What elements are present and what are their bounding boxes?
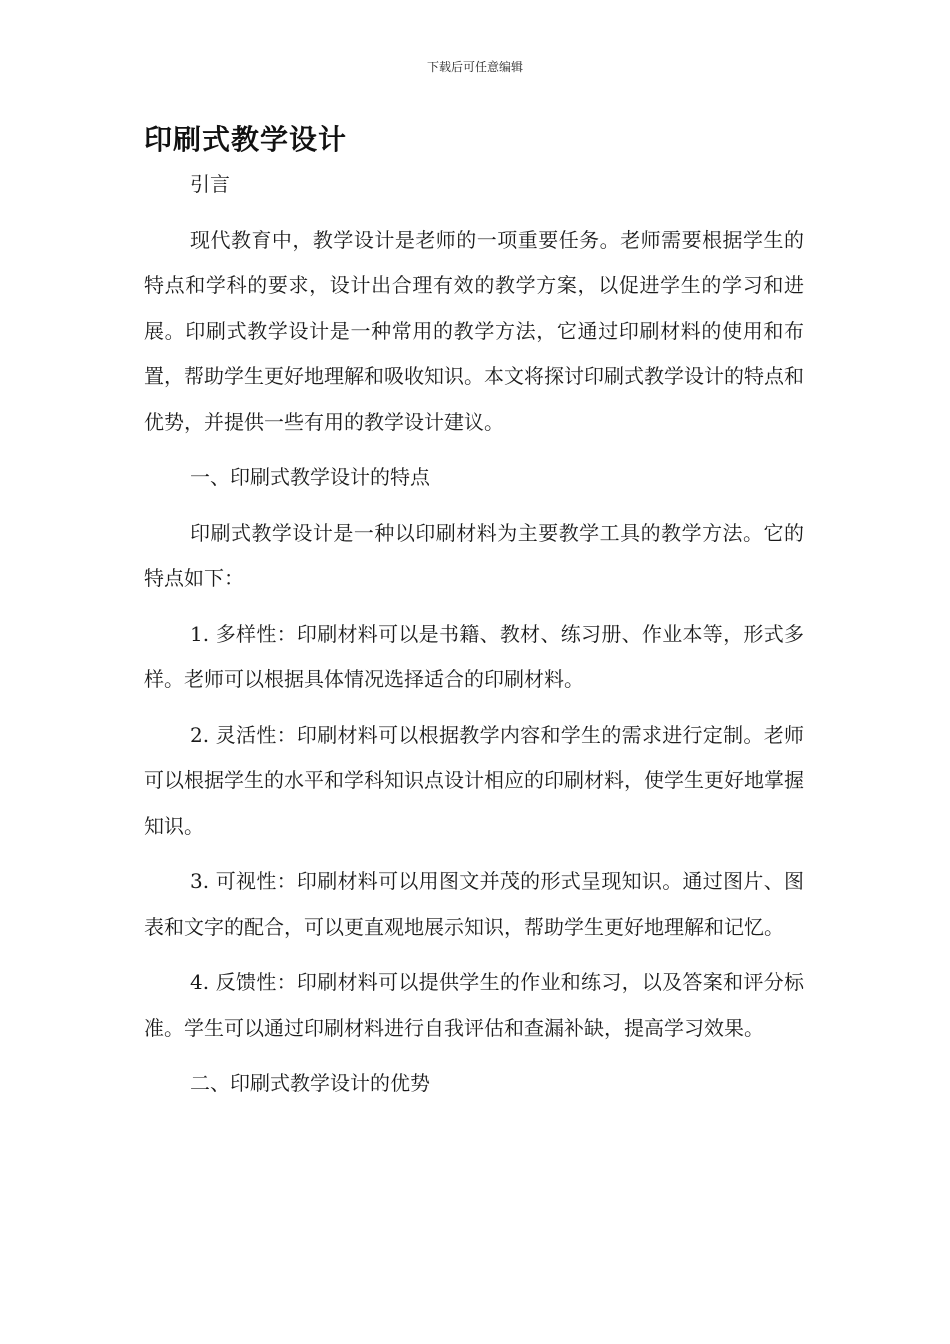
document-title: 印刷式教学设计: [144, 123, 348, 156]
intro-heading: 引言: [190, 172, 230, 196]
section1-intro: 印刷式教学设计是一种以印刷材料为主要教学工具的教学方法。它的特点如下：: [144, 520, 804, 590]
intro-paragraph: 现代教育中，教学设计是老师的一项重要任务。老师需要根据学生的特点和学科的要求，设计出合理有效的教学方案，以促进学生的学习和进展。印刷式教学设计是一种常用的教学方法，它通过印刷材料的使用和布置，帮助学生更好地理解和吸收知识。本文将探讨印刷式教学设计的特点和优势，并提供一些有用的教学设计建议。: [144, 227, 804, 434]
feature-item: 2. 灵活性：印刷材料可以根据教学内容和学生的需求进行定制。老师可以根据学生的水平和学科知识点设计相应的印刷材料，使学生更好地掌握知识。: [144, 722, 804, 838]
feature-item: 4. 反馈性：印刷材料可以提供学生的作业和练习，以及答案和评分标准。学生可以通过印刷材料进行自我评估和查漏补缺，提高学习效果。: [144, 970, 804, 1040]
document-body: [144, 162, 804, 1117]
feature-item: 3. 可视性：印刷材料可以用图文并茂的形式呈现知识。通过图片、图表和文字的配合，可以更直观地展示知识，帮助学生更好地理解和记忆。: [144, 869, 804, 939]
header-note: 下载后可任意编辑: [426, 60, 523, 74]
section2-heading: 二、印刷式教学设计的优势: [190, 1071, 430, 1095]
feature-item: 1. 多样性：印刷材料可以是书籍、教材、练习册、作业本等，形式多样。老师可以根据具体情况选择适合的印刷材料。: [144, 621, 804, 691]
section1-heading: 一、印刷式教学设计的特点: [190, 465, 430, 489]
